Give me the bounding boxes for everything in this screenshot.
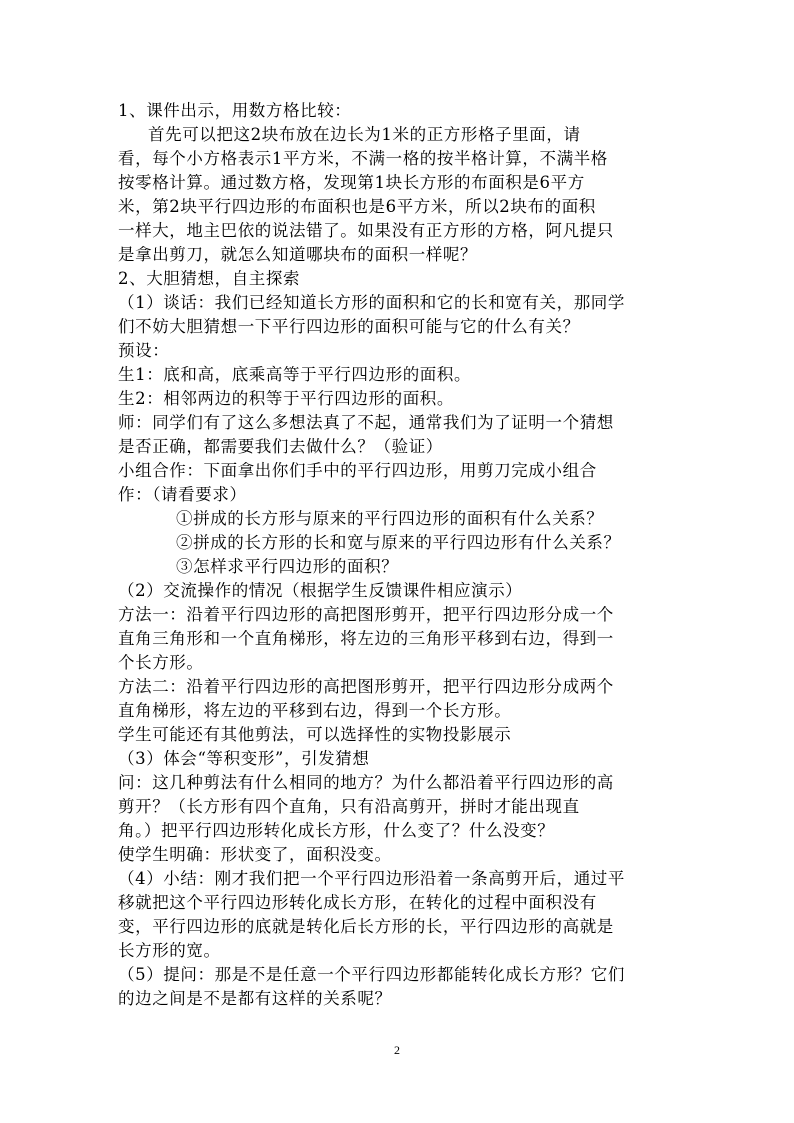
paragraph-line: 是否正确，都需要我们去做什么？（验证） [118,437,443,456]
paragraph-line: （1）谈话：我们已经知道长方形的面积和它的长和宽有关，那同学 [118,293,625,312]
paragraph-line: 使学生明确：形状变了，面积没变。 [118,845,392,864]
paragraph-line: 首先可以把这2块布放在边长为1米的正方形格子里面，请 [148,125,581,144]
heading-1: 1、课件出示，用数方格比较： [118,101,352,120]
paragraph-line: 生1：底和高，底乘高等于平行四边形的面积。 [118,365,472,384]
paragraph-line: 小组合作：下面拿出你们手中的平行四边形，用剪刀完成小组合 [118,461,597,480]
paragraph-line: 移就把这个平行四边形转化成长方形，在转化的过程中面积没有 [118,893,597,912]
paragraph-line: 师：同学们有了这么多想法真了不起，通常我们为了证明一个猜想 [118,413,614,432]
page-number: 2 [394,1043,400,1057]
paragraph-line: 米，第2块平行四边形的布面积也是6平方米，所以2块布的面积 [118,197,596,216]
paragraph-line: 剪开？（长方形有四个直角，只有沿高剪开，拼时才能出现直 [118,797,580,816]
paragraph-line: 个长方形。 [118,653,204,672]
heading-2: 2、大胆猜想，自主探索 [118,269,301,288]
paragraph-line: 方法二：沿着平行四边形的高把图形剪开，把平行四边形分成两个 [118,677,614,696]
paragraph-line: 看，每个小方格表示1平方米，不满一格的按半格计算，不满半格 [118,149,608,168]
paragraph-line: 问：这几种剪法有什么相同的地方？为什么都沿着平行四边形的高 [118,773,614,792]
paragraph-line: 是拿出剪刀，就怎么知道哪块布的面积一样呢？ [118,245,478,264]
paragraph-line: 们不妨大胆猜想一下平行四边形的面积可能与它的什么有关？ [118,317,580,336]
paragraph-line: 直角梯形，将左边的平移到右边，得到一个长方形。 [118,701,512,720]
paragraph-line: 方法一：沿着平行四边形的高把图形剪开，把平行四边形分成一个 [118,605,614,624]
requirement-item: ①拼成的长方形与原来的平行四边形的面积有什么关系？ [176,509,604,528]
paragraph-line: 生2：相邻两边的积等于平行四边形的面积。 [118,389,454,408]
requirement-item: ②拼成的长方形的长和宽与原来的平行四边形有什么关系？ [176,533,621,552]
paragraph-line: 变，平行四边形的底就是转化后长方形的长，平行四边形的高就是 [118,917,614,936]
paragraph-line: 按零格计算。通过数方格，发现第1块长方形的布面积是6平方 [118,173,585,192]
paragraph-line: 作：（请看要求） [118,485,247,504]
paragraph-line: 一样大，地主巴依的说法错了。如果没有正方形的方格，阿凡提只 [118,221,614,240]
paragraph-line: 预设： [118,341,170,360]
paragraph-line: （2）交流操作的情况（根据学生反馈课件相应演示） [118,581,523,600]
paragraph-line: 角。）把平行四边形转化成长方形，什么变了？什么没变？ [118,821,555,840]
paragraph-line: （5）提问：那是不是任意一个平行四边形都能转化成长方形？它们 [118,965,625,984]
requirement-item: ③怎样求平行四边形的面积？ [176,557,399,576]
paragraph-line: 直角三角形和一个直角梯形，将左边的三角形平移到右边，得到一 [118,629,614,648]
paragraph-line: 长方形的宽。 [118,941,221,960]
paragraph-line: （3）体会“等积变形”，引发猜想 [118,749,370,768]
paragraph-line: 的边之间是不是都有这样的关系呢？ [118,989,392,1008]
paragraph-line: （4）小结：刚才我们把一个平行四边形沿着一条高剪开后，通过平 [118,869,625,888]
paragraph-line: 学生可能还有其他剪法，可以选择性的实物投影展示 [118,725,512,744]
